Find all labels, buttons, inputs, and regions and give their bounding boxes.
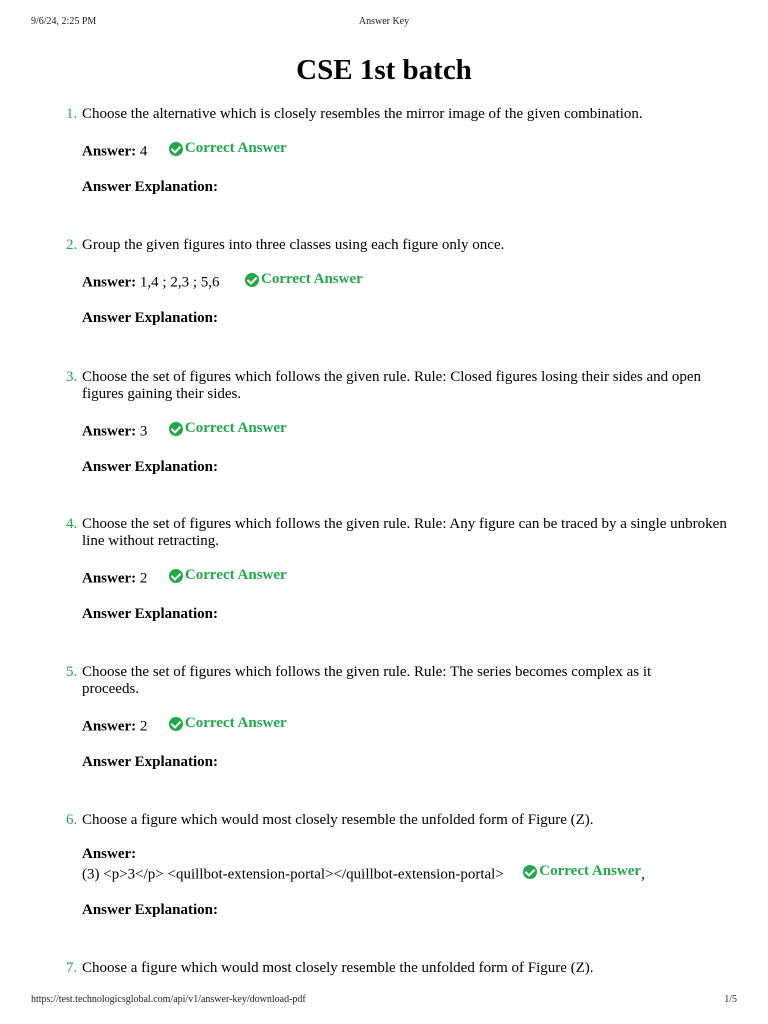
question-text: Choose a figure which would most closely resemble the unfolded form of Figure (Z). (82, 960, 594, 976)
correct-answer-badge: Correct Answer (523, 863, 641, 880)
answer-row (82, 271, 768, 292)
answer-explanation: Answer Explanation: (82, 753, 218, 770)
correct-answer-badge: Correct Answer (169, 567, 287, 584)
answer-explanation: Answer Explanation: (82, 178, 218, 195)
question-7 (0, 960, 768, 977)
correct-answer-badge: Correct Answer (245, 271, 363, 288)
answer-row (82, 140, 768, 161)
answer-explanation: Answer Explanation: (82, 458, 218, 475)
question-text: Group the given figures into three classes using each figure only once. (82, 237, 505, 253)
answer-row (82, 715, 768, 736)
trailing-comma: , (641, 866, 645, 883)
check-circle-icon (523, 865, 537, 879)
question-2 (0, 237, 768, 327)
question-number: 4. (66, 516, 78, 532)
question-number: 3. (66, 369, 78, 385)
question-number: 1. (66, 106, 78, 122)
question-text: Choose the set of figures which follows the given rule. Rule: Any figure can be traced by a single unbroken line without retracting. (82, 516, 727, 549)
question-number: 2. (66, 237, 78, 253)
question-text: Choose the set of figures which follows the given rule. Rule: Closed figures losing their sides and open figures gaining their sides. (82, 369, 702, 402)
answer-value: 4 (139, 143, 148, 160)
answer-explanation: Answer Explanation: (82, 901, 218, 918)
question-number: 7. (66, 960, 78, 976)
question-4 (0, 516, 768, 623)
print-url: https://test.technologicsglobal.com/api/v1/answer-key/download-pdf (31, 994, 306, 1005)
question-text: Choose a figure which would most closely resemble the unfolded form of Figure (Z). (82, 812, 594, 828)
page-number: 1/5 (724, 994, 737, 1005)
check-circle-icon (245, 273, 259, 287)
check-circle-icon (169, 422, 183, 436)
correct-answer-badge: Correct Answer (169, 420, 287, 437)
answer-value: 2 (139, 718, 148, 735)
answer-label: Answer: (82, 423, 137, 440)
question-5 (0, 664, 768, 771)
answer-value: (3) <p>3</p> <quillbot-extension-portal></quillbot-extension-portal> (82, 866, 504, 883)
question-number: 5. (66, 664, 78, 680)
print-doc-title: Answer Key (358, 16, 410, 27)
print-datetime: 9/6/24, 2:25 PM (31, 16, 97, 27)
check-circle-icon (169, 569, 183, 583)
check-circle-icon (169, 142, 183, 156)
answer-label: Answer: (82, 143, 137, 160)
answer-explanation: Answer Explanation: (82, 309, 218, 326)
correct-answer-badge: Correct Answer (169, 715, 287, 732)
page-title: CSE 1st batch (296, 54, 472, 86)
question-3 (0, 369, 768, 476)
question-text: Choose the alternative which is closely resembles the mirror image of the given combination. (82, 106, 643, 122)
answer-label: Answer: (82, 570, 137, 587)
question-number: 6. (66, 812, 78, 828)
answer-label: Answer: (82, 846, 137, 862)
answer-value: 2 (139, 570, 148, 587)
answer-label: Answer: (82, 718, 137, 735)
answer-explanation: Answer Explanation: (82, 605, 218, 622)
answer-row (82, 846, 768, 884)
answer-row (82, 420, 768, 441)
answer-row (82, 567, 768, 588)
question-text: Choose the set of figures which follows the given rule. Rule: The series becomes complex as it proceeds. (82, 664, 652, 697)
answer-value: 3 (139, 423, 148, 440)
answer-label: Answer: (82, 274, 137, 291)
question-1 (0, 106, 768, 196)
question-6 (0, 812, 768, 919)
correct-answer-badge: Correct Answer (169, 140, 287, 157)
check-circle-icon (169, 717, 183, 731)
answer-value: 1,4 ; 2,3 ; 5,6 (139, 274, 220, 291)
